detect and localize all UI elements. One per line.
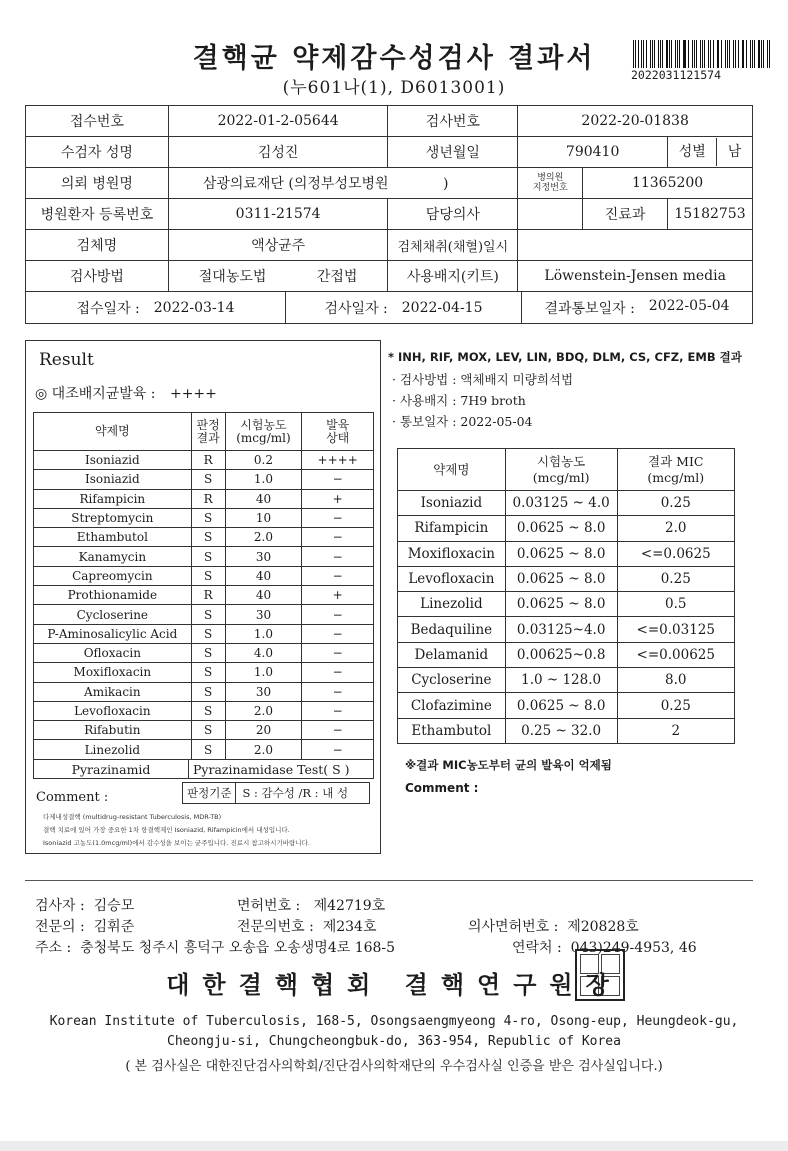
mic-range: 0.03125 ~ 4.0 [505,491,617,516]
mic-value: <=0.00625 [617,642,734,667]
mic-media: · 사용배지 : 7H9 broth [392,393,526,408]
result-conc: 2.0 [225,701,302,720]
result-conc: 2.0 [225,740,302,759]
result-verdict: S [191,682,225,701]
dob: 790410 [518,137,668,168]
barcode-bar [679,40,680,68]
mic-row [398,516,735,541]
mic-row [398,541,735,566]
result-row [34,701,374,720]
hospital-label: 의뢰 병원명 [26,168,169,199]
result-verdict: S [191,605,225,624]
license [237,895,385,915]
result-title: Result [39,350,94,370]
mic-drug: Ethambutol [398,718,506,743]
barcode-bar [671,40,672,68]
mic-drug: Rifampicin [398,516,506,541]
pyrazinamid-drug: Pyrazinamid [34,760,189,778]
mic-drug: Cycloserine [398,668,506,693]
susceptibility-table [33,412,374,760]
patient-info-table [25,105,753,324]
method-1: 절대농도법 [198,269,267,285]
contact-label: 연락처 : [512,940,562,956]
mic-drug: Delamanid [398,642,506,667]
result-verdict: R [191,451,225,470]
result-conc: 1.0 [225,663,302,682]
mic-col-mic [617,449,734,491]
dob-label: 생년월일 [388,137,518,168]
result-row [34,470,374,489]
result-drug: Isoniazid [34,470,192,489]
result-growth: − [302,528,374,547]
result-conc: 0.2 [225,451,302,470]
result-growth: − [302,566,374,585]
result-verdict: S [191,740,225,759]
address-value: 충청북도 청주시 흥덕구 오송읍 오송생명4로 168-5 [80,940,396,956]
result-row [34,682,374,701]
english-address-2: Cheongju-si, Chungcheongbuk-do, 363-954, Republic of Korea [167,1034,621,1049]
mic-col-mic-2: (mcg/ml) [647,469,705,485]
barcode-bar [743,40,744,68]
result-conc: 1.0 [225,470,302,489]
barcode-bar [643,40,644,68]
mic-range: 0.0625 ~ 8.0 [505,566,617,591]
result-conc: 40 [225,566,302,585]
mic-comment-label: Comment : [405,781,479,795]
result-verdict: S [191,701,225,720]
patient-reg-label: 병원환자 등록번호 [26,199,169,230]
result-verdict: R [191,586,225,605]
barcode-bar [669,40,670,68]
receipt-no-label: 접수번호 [26,106,169,137]
hospital-close: ) [443,176,449,192]
barcode-number: 2022031121574 [631,68,722,82]
mic-row [398,642,735,667]
barcode-bar [666,40,668,68]
contact-value: 043)249-4953, 46 [570,940,697,956]
mic-drug: Bedaquiline [398,617,506,642]
mic-value: 0.5 [617,592,734,617]
mic-value: 0.25 [617,693,734,718]
result-conc: 4.0 [225,643,302,662]
barcode-bar [646,40,648,68]
mic-range: 0.0625 ~ 8.0 [505,693,617,718]
license-label: 면허번호 : [237,898,301,914]
barcode-bar [767,40,768,68]
control-label: ◎ 대조배지균발육 : [35,386,156,402]
mic-drug: Levofloxacin [398,566,506,591]
result-conc: 30 [225,547,302,566]
criteria-box [182,782,370,804]
collect-label: 검체채취(채혈)일시 [388,230,518,261]
mic-value: 8.0 [617,668,734,693]
barcode [633,40,771,68]
barcode-bar [713,40,714,68]
fine-note-2: 결핵 치료에 있어 가장 중요한 1차 항결핵제인 Isoniazid, Rifampicin에서 내성입니다. [43,826,290,834]
result-drug: Moxifloxacin [34,663,192,682]
document-subtitle: (누601나(1), D6013001) [282,78,506,98]
collect [518,230,753,261]
mic-col-range [505,449,617,491]
spec-license-label: 전문의번호 : [237,919,314,935]
result-row [34,740,374,759]
mic-col-mic-1: 결과 MIC [648,453,704,469]
result-growth: − [302,740,374,759]
barcode-bar [683,40,684,68]
barcode-bar [638,40,639,68]
comment-label: Comment : [36,790,109,805]
result-drug: Amikacin [34,682,192,701]
result-drug: Kanamycin [34,547,192,566]
mic-drug: Linezolid [398,592,506,617]
mic-col-range-2: (mcg/ml) [532,469,590,485]
barcode-bar [742,40,743,68]
col-growth-1: 발육 [326,417,350,432]
address [35,937,395,957]
spec-license-number: 제234호 [322,919,377,935]
hospital-code: 11365200 [583,168,753,199]
result-verdict: S [191,470,225,489]
document-title: 결핵균 약제감수성검사 결과서 [192,43,596,74]
mic-value: 0.25 [617,491,734,516]
result-growth: − [302,605,374,624]
result-growth: − [302,721,374,740]
barcode-bar [684,40,686,68]
result-verdict: S [191,566,225,585]
result-conc: 2.0 [225,528,302,547]
mic-table [397,448,735,744]
barcode-bar [660,40,661,68]
footer-divider [25,880,753,881]
address-label: 주소 : [35,940,72,956]
mic-value: <=0.03125 [617,617,734,642]
result-drug: Ethambutol [34,528,192,547]
barcode-bar [641,40,642,68]
barcode-bar [754,40,755,68]
mic-row [398,491,735,516]
result-row [34,643,374,662]
result-growth: − [302,701,374,720]
result-drug: Levofloxacin [34,701,192,720]
barcode-bar [750,40,751,68]
result-conc: 30 [225,682,302,701]
barcode-bar [704,40,705,68]
receipt-no: 2022-01-2-05644 [168,106,388,137]
result-verdict: S [191,508,225,527]
mic-value: <=0.0625 [617,541,734,566]
mic-report-date: · 통보일자 : 2022-05-04 [392,414,533,429]
mic-range: 0.00625~0.8 [505,642,617,667]
test-date: 2022-04-15 [401,299,483,316]
sex-label: 성별 [678,144,706,160]
barcode-bar [700,40,701,68]
doctor [518,199,583,230]
fine-note-3: Isoniazid 고농도(1.0mcg/ml)에서 감수성을 보이는 균주입니다. 진료시 참고하시기바랍니다. [43,839,310,847]
result-row [34,451,374,470]
report-date: 2022-05-04 [648,297,730,314]
result-growth: − [302,624,374,643]
result-drug: Isoniazid [34,451,192,470]
result-verdict: R [191,489,225,508]
col-growth-2: 상태 [326,430,350,445]
specialist-label: 전문의 : [35,919,85,935]
method-label: 검사방법 [26,261,169,292]
fine-note-1: 다제내성결핵 (multidrug-resistant Tuberculosis, MDR-TB) [43,813,222,821]
tester-name: 김승모 [93,898,135,914]
method-cell [168,261,388,292]
barcode-bar [635,40,636,68]
barcode-bar [652,40,653,68]
result-conc: 1.0 [225,624,302,643]
recv-date: 2022-03-14 [153,299,235,316]
dept-label: 진료과 [583,199,668,230]
mic-drug: Clofazimine [398,693,506,718]
certification-note: ( 본 검사실은 대한진단검사의학회/진단검사의학재단의 우수검사실 인증을 받은 검사실입니다.) [125,1059,663,1074]
dept: 15182753 [667,199,752,230]
result-row [34,528,374,547]
result-row [34,547,374,566]
mic-row [398,668,735,693]
result-growth: + [302,489,374,508]
barcode-bar [658,40,659,68]
barcode-bar [729,40,730,68]
criteria-value: S : 감수성 /R : 내 성 [242,786,349,800]
result-conc: 30 [225,605,302,624]
dates-row [26,292,753,324]
mic-col-drug: 약제명 [398,449,506,491]
barcode-bar [717,40,718,68]
result-row [34,663,374,682]
doc-license-number: 제20828호 [567,919,639,935]
specialist [35,916,134,936]
barcode-bar [758,40,760,68]
result-growth: − [302,470,374,489]
result-growth: + [302,586,374,605]
barcode-bar [735,40,736,68]
spec-license [237,916,376,936]
result-verdict: S [191,624,225,643]
result-drug: Cycloserine [34,605,192,624]
media: Löwenstein-Jensen media [518,261,753,292]
test-no-label: 검사번호 [388,106,518,137]
result-row [34,586,374,605]
col-verdict-2: 결과 [196,430,220,445]
hospital-name: 삼광의료재단 (의정부성모병원 [202,176,389,192]
tester [35,895,134,915]
recv-date-label: 접수일자 : [76,300,140,317]
result-drug: Rifabutin [34,721,192,740]
result-growth: − [302,508,374,527]
report-date-label: 결과통보일자 : [544,300,635,317]
english-address-1: Korean Institute of Tuberculosis, 168-5, Osongsaengmyeong 4-ro, Osong-eup, Heungdeok-gu, [49,1014,739,1029]
hospital-code-label-2: 지정번호 [532,183,568,193]
mic-heading: * INH, RIF, MOX, LEV, LIN, BDQ, DLM, CS, CFZ, EMB 결과 [388,350,742,364]
hospital-cell [168,168,517,199]
barcode-bar [633,40,634,68]
mic-value: 2 [617,718,734,743]
col-conc-1: 시험농도 [240,417,287,432]
result-drug: Prothionamide [34,586,192,605]
mic-row [398,592,735,617]
sex: 남 [727,144,742,160]
mic-value: 2.0 [617,516,734,541]
result-growth: − [302,663,374,682]
barcode-bar [675,40,676,68]
license-number: 제42719호 [313,898,386,914]
result-verdict: S [191,643,225,662]
barcode-bar [650,40,651,68]
mic-drug: Moxifloxacin [398,541,506,566]
tester-label: 검사자 : [35,898,85,914]
result-row [34,508,374,527]
name-label: 수검자 성명 [26,137,169,168]
method-2: 간접법 [316,269,358,285]
result-row [34,721,374,740]
patient-reg: 0311-21574 [168,199,388,230]
page-bottom-edge [0,1141,788,1151]
result-verdict: S [191,663,225,682]
col-growth [302,413,374,451]
mic-note: ※결과 MIC농도부터 균의 발육이 억제됨 [405,758,612,772]
result-row [34,624,374,643]
mic-range: 0.0625 ~ 8.0 [505,516,617,541]
mic-range: 0.0625 ~ 8.0 [505,541,617,566]
result-conc: 20 [225,721,302,740]
mic-range: 0.25 ~ 32.0 [505,718,617,743]
barcode-bar [738,40,739,68]
result-verdict: S [191,721,225,740]
result-growth: − [302,682,374,701]
barcode-bar [725,40,726,68]
result-drug: P-Aminosalicylic Acid [34,624,192,643]
mic-range: 0.03125~4.0 [505,617,617,642]
col-drug: 약제명 [34,413,192,451]
barcode-bar [688,40,689,68]
result-growth: − [302,547,374,566]
test-date-label: 검사일자 : [324,300,388,317]
result-verdict: S [191,547,225,566]
barcode-bar [710,40,712,68]
barcode-bar [692,40,693,68]
barcode-bar [696,40,697,68]
specialist-name: 김휘준 [93,919,135,935]
mic-value: 0.25 [617,566,734,591]
mic-row [398,617,735,642]
barcode-bar [718,40,719,68]
mic-drug: Isoniazid [398,491,506,516]
mic-row [398,693,735,718]
barcode-bar [694,40,695,68]
barcode-bar [662,40,663,68]
control-growth [35,383,217,403]
barcode-bar [769,40,770,68]
criteria-label: 판정기준 [183,783,236,803]
result-drug: Streptomycin [34,508,192,527]
specimen: 액상균주 [168,230,388,261]
mic-range: 0.0625 ~ 8.0 [505,592,617,617]
result-drug: Rifampicin [34,489,192,508]
hospital-code-label-1: 병의원 [537,173,564,183]
barcode-bar [733,40,735,68]
pyrazinamid-row [33,759,374,779]
mic-row [398,718,735,743]
doc-license [468,916,639,936]
barcode-bar [727,40,728,68]
mic-method: · 검사방법 : 액체배지 미량희석법 [392,372,574,387]
barcode-bar [708,40,709,68]
control-value: ++++ [169,386,217,402]
result-conc: 10 [225,508,302,527]
test-no: 2022-20-01838 [518,106,753,137]
result-verdict: S [191,528,225,547]
result-row [34,489,374,508]
result-drug: Capreomycin [34,566,192,585]
result-growth: ++++ [302,451,374,470]
media-label: 사용배지(키트) [388,261,518,292]
barcode-bar [761,40,762,68]
mic-range: 1.0 ~ 128.0 [505,668,617,693]
organization-name: 대한결핵협회 결핵연구원장 [166,970,622,999]
result-row [34,566,374,585]
barcode-bar [654,40,655,68]
result-drug: Ofloxacin [34,643,192,662]
result-growth: − [302,643,374,662]
hospital-code-label [518,168,583,199]
patient-name: 김성진 [168,137,388,168]
barcode-bar [721,40,722,68]
specimen-label: 검체명 [26,230,169,261]
result-conc: 40 [225,489,302,508]
doc-license-label: 의사면허번호 : [468,919,559,935]
col-verdict-1: 판정 [196,417,220,432]
col-verdict [191,413,225,451]
mic-row [398,566,735,591]
barcode-bar [702,40,703,68]
barcode-bar [763,40,764,68]
col-conc [225,413,302,451]
result-drug: Linezolid [34,740,192,759]
barcode-bar [746,40,747,68]
barcode-bar [752,40,753,68]
barcode-bar [677,40,678,68]
pyrazinamid-test: Pyrazinamidase Test( S ) [193,761,350,777]
mic-col-range-1: 시험농도 [536,453,586,469]
doctor-label: 담당의사 [388,199,518,230]
sex-cell [667,137,752,168]
result-row [34,605,374,624]
result-conc: 40 [225,586,302,605]
col-conc-2: (mcg/ml) [236,430,291,445]
